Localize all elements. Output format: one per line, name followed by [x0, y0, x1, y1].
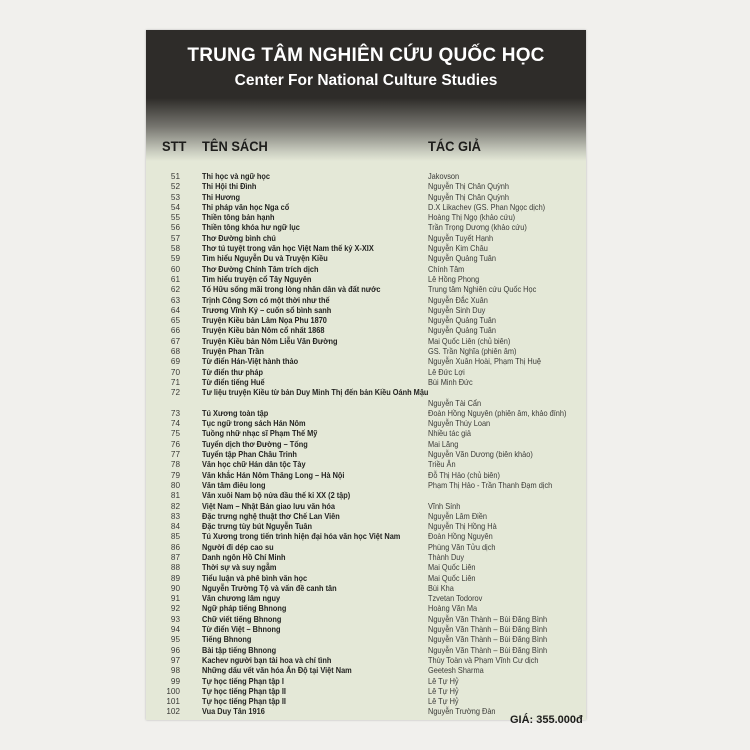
book-title: Bài tập tiếng Bhnong — [202, 645, 277, 655]
book-title: Trịnh Công Sơn có một thời như thế — [202, 295, 330, 305]
book-number: 53 — [170, 192, 180, 202]
book-author: Nguyễn Thúy Loan — [428, 419, 491, 429]
book-author: Nhiều tác giả — [428, 429, 472, 439]
book-title: Tìm hiểu truyện cổ Tây Nguyên — [202, 274, 312, 284]
column-header-author: TÁC GIẢ — [428, 138, 481, 154]
book-author: Lê Tự Hỷ — [428, 686, 459, 696]
book-number: 66 — [170, 326, 180, 336]
book-number: 73 — [170, 408, 180, 418]
book-number: 79 — [170, 470, 180, 480]
list-item — [146, 337, 586, 347]
book-number: 68 — [170, 347, 180, 357]
book-title: Thi Hội thi Đình — [202, 182, 257, 192]
book-number: 67 — [170, 336, 180, 346]
list-item — [146, 460, 586, 470]
book-title: Danh ngôn Hồ Chí Minh — [202, 552, 286, 562]
book-author: Nguyễn Văn Dương (biên khảo) — [428, 450, 533, 460]
book-title: Truyện Kiều bản Nôm Liễu Văn Đường — [202, 336, 338, 346]
book-number: 97 — [170, 655, 180, 665]
book-author: Mai Lăng — [428, 439, 459, 449]
list-item — [146, 265, 586, 275]
book-title: Tuyển dịch thơ Đường – Tống — [202, 439, 308, 449]
book-author: Đoàn Hồng Nguyên — [428, 532, 493, 542]
book-number: 57 — [170, 233, 180, 243]
book-number: 59 — [170, 254, 180, 264]
list-item — [146, 254, 586, 264]
book-author: Phạm Thị Hảo - Trần Thanh Đạm dịch — [428, 480, 553, 490]
book-author: Thành Duy — [428, 552, 465, 562]
book-number: 72 — [170, 388, 180, 398]
list-item — [146, 481, 586, 491]
book-number: 62 — [170, 285, 180, 295]
book-number: 95 — [170, 635, 180, 645]
book-number: 82 — [170, 501, 180, 511]
book-title: Vua Duy Tân 1916 — [202, 707, 265, 717]
list-item — [146, 244, 586, 254]
book-number: 81 — [170, 491, 180, 501]
list-item — [146, 502, 586, 512]
list-item — [146, 584, 586, 594]
book-author: Triều Ân — [428, 460, 456, 470]
book-author: Nguyễn Tài Cẩn — [428, 398, 482, 408]
book-number: 77 — [170, 450, 180, 460]
title-english: Center For National Culture Studies — [234, 72, 498, 89]
book-author: Nguyễn Văn Thành – Bùi Đăng Bình — [428, 645, 548, 655]
book-title: Từ điển tiếng Huế — [202, 377, 265, 387]
book-title: Trương Vĩnh Ký – cuốn sổ bình sanh — [202, 305, 332, 315]
book-title: Kachev người bạn tài hoa và chí tình — [202, 655, 332, 665]
book-title: Truyện Phan Trần — [202, 347, 264, 357]
book-number: 51 — [170, 172, 180, 181]
list-item — [146, 213, 586, 223]
book-number: 61 — [170, 274, 180, 284]
book-author: Chính Tâm — [428, 264, 465, 274]
list-item — [146, 296, 586, 306]
book-title: Thi pháp văn học Nga cổ — [202, 202, 290, 212]
book-number: 85 — [170, 532, 180, 542]
book-author: Đỗ Thị Hảo (chủ biên) — [428, 470, 500, 480]
book-number: 100 — [166, 686, 180, 696]
list-item — [146, 378, 586, 388]
book-title: Từ điển Hán-Việt hành thảo — [202, 357, 299, 367]
book-number: 86 — [170, 542, 180, 552]
list-item — [146, 635, 586, 645]
book-author: Đoàn Hồng Nguyên (phiên âm, khảo đính) — [428, 408, 567, 418]
list-item — [146, 491, 586, 501]
book-title: Văn học chữ Hán dân tộc Tày — [202, 460, 306, 470]
list-item — [146, 357, 586, 367]
list-item — [146, 223, 586, 233]
list-item — [146, 625, 586, 635]
book-number: 69 — [170, 357, 180, 367]
book-number: 75 — [170, 429, 180, 439]
book-author: Nguyễn Sinh Duy — [428, 305, 486, 315]
book-number: 60 — [170, 264, 180, 274]
book-author: Nguyễn Thị Hồng Hà — [428, 522, 497, 532]
list-item — [146, 471, 586, 481]
book-number: 92 — [170, 604, 180, 614]
book-title: Tìm hiểu Nguyễn Du và Truyện Kiều — [202, 254, 328, 264]
price-label: GIÁ: 355.000đ — [510, 714, 583, 726]
book-author: Lê Tự Hỷ — [428, 676, 459, 686]
book-title: Tự học tiếng Phạn tập I — [202, 676, 284, 686]
book-author: Nguyễn Quảng Tuân — [428, 316, 497, 326]
book-author: D.X Likachev (GS. Phan Ngọc dịch) — [428, 202, 546, 212]
book-title: Tự học tiếng Phạn tập II — [202, 697, 286, 707]
book-title: Tú Xương trong tiến trình hiện đại hóa văn học Việt Nam — [202, 532, 401, 542]
book-title: Thi Hương — [202, 192, 240, 202]
book-number: 98 — [170, 666, 180, 676]
list-item — [146, 234, 586, 244]
book-author: Nguyễn Văn Thành – Bùi Đăng Bình — [428, 614, 548, 624]
book-title: Tục ngữ trong sách Hán Nôm — [202, 419, 306, 429]
book-number: 74 — [170, 419, 180, 429]
book-author: Nguyễn Trường Đàn — [428, 707, 496, 717]
book-number: 55 — [170, 213, 180, 223]
book-number: 65 — [170, 316, 180, 326]
book-author: Hoàng Thị Ngọ (khảo cứu) — [428, 213, 516, 223]
book-author: Nguyễn Thị Chân Quỳnh — [428, 182, 509, 192]
book-number: 64 — [170, 305, 180, 315]
book-number: 84 — [170, 522, 180, 532]
book-title: Chữ viết tiếng Bhnong — [202, 614, 282, 624]
book-author: Trần Trọng Dương (khảo cứu) — [428, 223, 527, 233]
book-number: 102 — [166, 707, 180, 717]
book-author: Nguyễn Lâm Điền — [428, 511, 487, 521]
column-header-title: TÊN SÁCH — [202, 138, 268, 154]
list-item — [146, 203, 586, 213]
book-title: Thơ Đường bình chú — [202, 233, 276, 243]
book-number: 83 — [170, 511, 180, 521]
book-number: 96 — [170, 645, 180, 655]
list-item — [146, 553, 586, 563]
list-item — [146, 615, 586, 625]
list-item — [146, 275, 586, 285]
book-number: 54 — [170, 202, 180, 212]
book-author: Thùy Toàn và Phạm Vĩnh Cư dịch — [428, 655, 539, 665]
book-author: Vĩnh Sính — [428, 501, 461, 511]
header-banner — [146, 30, 586, 98]
book-title: Nguyễn Trường Tộ và vấn đề canh tân — [202, 583, 337, 593]
list-item — [146, 677, 586, 687]
book-title: Tư liệu truyện Kiều từ bản Duy Minh Thị đến bản Kiều Oánh Mậu — [202, 388, 429, 398]
title-vietnamese: TRUNG TÂM NGHIÊN CỨU QUỐC HỌC — [187, 45, 545, 66]
book-title: Tự học tiếng Phạn tập II — [202, 686, 286, 696]
book-title: Văn tâm điêu long — [202, 480, 266, 490]
book-title: Văn chương lâm nguy — [202, 594, 281, 604]
book-title: Từ điển Việt – Bhnong — [202, 625, 281, 635]
book-author: Lê Tự Hỷ — [428, 697, 459, 707]
list-item — [146, 687, 586, 697]
list-item — [146, 429, 586, 439]
book-number: 70 — [170, 367, 180, 377]
book-title: Người đi dép cao su — [202, 542, 274, 552]
book-title: Từ điển thư pháp — [202, 367, 264, 377]
book-number: 101 — [166, 697, 180, 707]
book-title: Tố Hữu sống mãi trong lòng nhân dân và đất nước — [202, 285, 381, 295]
book-title: Những dấu vết văn hóa Ấn Độ tại Việt Nam — [202, 666, 352, 676]
book-author: Mai Quốc Liên — [428, 573, 476, 583]
list-item — [146, 450, 586, 460]
book-number: 91 — [170, 594, 180, 604]
book-list — [146, 172, 586, 718]
book-title: Thiền tông khóa hư ngữ lục — [202, 223, 300, 233]
book-title: Thơ tú tuyệt trong văn học Việt Nam thế kỷ X-XIX — [202, 244, 374, 254]
list-item — [146, 574, 586, 584]
book-author: Tzvetan Todorov — [428, 594, 483, 604]
book-author: Nguyễn Xuân Hoài, Phạm Thị Huệ — [428, 357, 541, 367]
book-number: 56 — [170, 223, 180, 233]
book-number: 89 — [170, 573, 180, 583]
book-author: Hoàng Văn Ma — [428, 604, 478, 614]
list-item — [146, 646, 586, 656]
book-title: Truyện Kiều bản Lâm Nọa Phu 1870 — [202, 316, 327, 326]
book-author: Mai Quốc Liên (chủ biên) — [428, 336, 511, 346]
list-item — [146, 388, 586, 409]
book-number: 71 — [170, 377, 180, 387]
list-item — [146, 563, 586, 573]
list-item — [146, 306, 586, 316]
book-author: Nguyễn Quảng Tuân — [428, 326, 497, 336]
book-title: Đặc trưng nghệ thuật thơ Chế Lan Viên — [202, 511, 340, 521]
book-author: Nguyễn Quảng Tuân — [428, 254, 497, 264]
book-title: Việt Nam – Nhật Bản giao lưu văn hóa — [202, 501, 335, 511]
book-title: Thi học và ngữ học — [202, 172, 270, 181]
book-number: 80 — [170, 480, 180, 490]
book-number: 58 — [170, 244, 180, 254]
book-author: Trung tâm Nghiên cứu Quốc Học — [428, 285, 537, 295]
list-item — [146, 522, 586, 532]
book-author: Lê Hồng Phong — [428, 274, 480, 284]
list-item — [146, 285, 586, 295]
book-title: Đặc trưng tùy bút Nguyễn Tuân — [202, 522, 313, 532]
book-author: Nguyễn Kim Châu — [428, 244, 488, 254]
list-item — [146, 543, 586, 553]
book-number: 88 — [170, 563, 180, 573]
book-author: Nguyễn Văn Thành – Bùi Đăng Bình — [428, 635, 548, 645]
book-title: Tuồng nhữ nhạc sĩ Phạm Thế Mỹ — [202, 429, 318, 439]
book-author: GS. Trần Nghĩa (phiên âm) — [428, 347, 517, 357]
list-item — [146, 182, 586, 192]
book-number: 99 — [170, 676, 180, 686]
book-number: 52 — [170, 182, 180, 192]
list-item — [146, 172, 586, 182]
book-author: Nguyễn Văn Thành – Bùi Đăng Bình — [428, 625, 548, 635]
book-title: Văn khắc Hán Nôm Thăng Long – Hà Nội — [202, 470, 345, 480]
book-title: Tiểu luận và phê bình văn học — [202, 573, 308, 583]
book-author: Jakovson — [428, 172, 460, 181]
list-item — [146, 512, 586, 522]
book-title: Văn xuôi Nam bộ nửa đầu thế kỉ XX (2 tập) — [202, 491, 351, 501]
book-title: Ngữ pháp tiếng Bhnong — [202, 604, 287, 614]
list-item — [146, 326, 586, 336]
list-item — [146, 656, 586, 666]
book-title: Tú Xương toàn tập — [202, 408, 269, 418]
book-title: Tuyển tập Phan Châu Trinh — [202, 450, 297, 460]
list-item — [146, 697, 586, 707]
book-title: Thời sự và suy ngẫm — [202, 563, 277, 573]
list-item — [146, 419, 586, 429]
book-author: Mai Quốc Liên — [428, 563, 476, 573]
book-number: 63 — [170, 295, 180, 305]
list-item — [146, 368, 586, 378]
book-author: Phùng Văn Tửu dịch — [428, 542, 496, 552]
book-author: Geetesh Sharma — [428, 666, 484, 676]
book-title: Tiếng Bhnong — [202, 635, 252, 645]
book-number: 78 — [170, 460, 180, 470]
book-number: 76 — [170, 439, 180, 449]
list-item — [146, 193, 586, 203]
book-title: Truyện Kiều bản Nôm cổ nhất 1868 — [202, 326, 325, 336]
list-item — [146, 316, 586, 326]
book-title: Thiền tông bản hạnh — [202, 213, 275, 223]
list-item — [146, 532, 586, 542]
book-author: Bùi Minh Đức — [428, 377, 473, 387]
book-author: Nguyễn Tuyết Hạnh — [428, 233, 494, 243]
list-item — [146, 440, 586, 450]
book-title: Thơ Đường Chính Tâm trích dịch — [202, 264, 319, 274]
book-number: 87 — [170, 552, 180, 562]
book-cover — [146, 30, 586, 720]
book-author: Bùi Kha — [428, 583, 454, 593]
book-author: Nguyễn Đắc Xuân — [428, 295, 488, 305]
list-item — [146, 666, 586, 676]
book-author: Nguyễn Thị Chân Quỳnh — [428, 192, 509, 202]
book-number: 90 — [170, 583, 180, 593]
list-item — [146, 409, 586, 419]
book-author: Lê Đức Lợi — [428, 367, 465, 377]
book-number: 94 — [170, 625, 180, 635]
list-item — [146, 604, 586, 614]
column-header-stt: STT — [162, 138, 187, 154]
list-item — [146, 347, 586, 357]
list-item — [146, 594, 586, 604]
book-number: 93 — [170, 614, 180, 624]
